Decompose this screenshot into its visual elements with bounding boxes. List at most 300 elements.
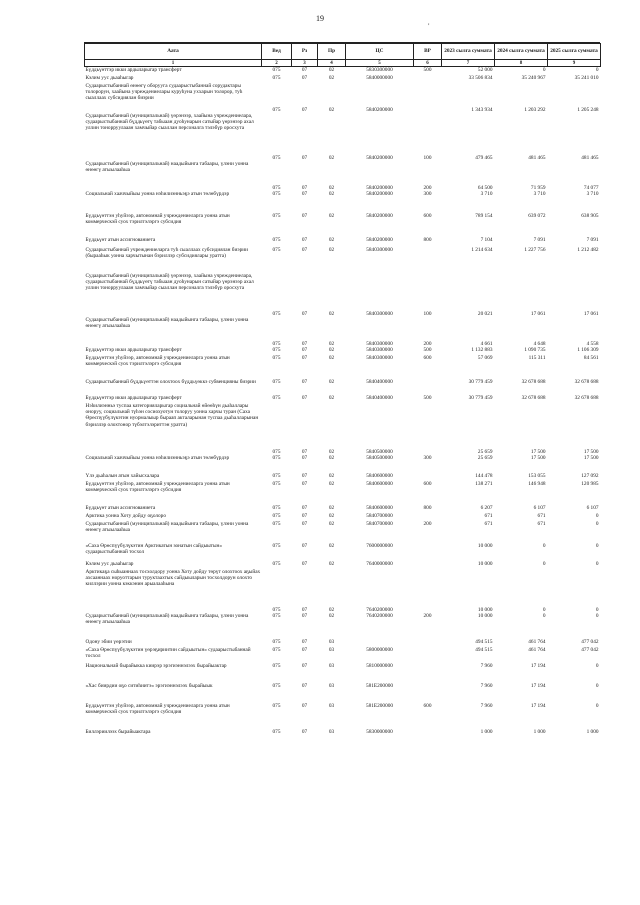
row-pr: 02 xyxy=(328,67,335,73)
row-amount-2024: 17 500 xyxy=(530,448,546,455)
row-cs: 5840400000 xyxy=(366,379,393,385)
table-row xyxy=(85,613,601,639)
row-ved: 075 xyxy=(272,513,281,519)
table-row xyxy=(85,703,601,729)
row-pr: 02 xyxy=(328,543,335,549)
row-amount-2025: 1 205 248 xyxy=(577,106,599,113)
row-ved: 075 xyxy=(272,473,281,479)
row-pr: 02 xyxy=(328,455,335,461)
row-pr: 02 xyxy=(328,184,335,191)
col-header-cs: ЦС xyxy=(346,44,414,60)
row-pr: 03 xyxy=(328,663,335,669)
table-row xyxy=(85,561,601,569)
row-amount-2024: 7 091 xyxy=(533,237,546,243)
row-pr: 02 xyxy=(328,561,335,567)
row-pr: 03 xyxy=(328,683,335,689)
table-row xyxy=(85,395,601,403)
row-ved: 075 xyxy=(272,481,281,487)
row-amount-2023: 479 465 xyxy=(475,154,493,161)
row-amount-2024: 146 948 xyxy=(528,481,546,487)
row-rz: 07 xyxy=(301,606,308,613)
row-cs: 5840300000 xyxy=(366,340,393,347)
row-pr: 02 xyxy=(328,448,335,455)
row-amount-2023: 7 960 xyxy=(480,663,493,669)
row-cs: 5840200000 xyxy=(366,213,393,219)
table-row xyxy=(85,569,601,613)
table-row xyxy=(85,83,601,113)
row-amount-2025: 17 500 xyxy=(583,455,599,461)
row-pr: 02 xyxy=(328,481,335,487)
row-vr: 100 xyxy=(423,310,432,317)
row-amount-2025: 3 710 xyxy=(586,191,599,197)
row-pr: 03 xyxy=(328,647,335,653)
row-rz: 07 xyxy=(301,184,308,191)
row-vr: 300 xyxy=(423,455,432,461)
row-pr: 02 xyxy=(328,347,335,353)
row-rz: 07 xyxy=(301,237,308,243)
header-row xyxy=(85,44,601,60)
page-number: 19 xyxy=(316,14,324,23)
row-name: Бүддьүөт атын ассигнованиета xyxy=(85,237,156,243)
row-amount-2024: 0 xyxy=(542,613,546,619)
row-ved: 075 xyxy=(272,67,281,73)
row-cs: 5840700000 xyxy=(366,521,393,527)
row-cs: 5840200000 xyxy=(366,237,393,243)
row-name: Судаарыстыбаннай (муниципальнай) үөрэнээр, хаайына учреждениелара, судаарыстыбаннай бүддьүөтү табыаан дуоһунарын сатыйар үөрэнээр ахал уллин тонорруулааан хамчыйар сыаллан персоналга тэлэбүр оросхута xyxy=(85,113,254,132)
row-cs: 5840600000 xyxy=(366,473,393,479)
table-row xyxy=(85,213,601,237)
table-row xyxy=(85,191,601,213)
row-ved: 075 xyxy=(272,448,281,455)
row-name: Судаарыстыбаннай өнөөгү оборууга судаарыстыбаннай соруда́ктары толорорун, хаайына учреждениелары куруһуна уххарын толорор, туһ сыаллаах субсидиялан биэрии xyxy=(85,83,243,102)
row-ved: 075 xyxy=(272,191,281,197)
row-name: «Саха Өрөспүүбүлүкэтин Арктикатын зонатын сайдыытын» судаарыстыбаннай тосхол xyxy=(85,543,223,556)
row-amount-2024: 17 500 xyxy=(530,455,546,461)
col-header-name: Аата xyxy=(85,44,262,60)
row-amount-2024: 4 648 xyxy=(533,340,546,347)
row-amount-2025: 32 678 688 xyxy=(574,395,599,401)
col-header-pr: Пр xyxy=(318,44,346,60)
row-amount-2023: 20 021 xyxy=(477,310,493,317)
row-cs: 5840200000 xyxy=(366,154,393,161)
table-row xyxy=(85,513,601,521)
row-amount-2024: 1 000 xyxy=(533,729,546,735)
row-amount-2023: 138 271 xyxy=(475,481,493,487)
row-cs: 581E200000 xyxy=(365,683,394,689)
header-number-row xyxy=(85,60,601,67)
row-pr: 02 xyxy=(328,247,335,253)
row-cs: 5840200000 xyxy=(366,184,393,191)
row-rz: 07 xyxy=(301,521,308,527)
row-vr: 600 xyxy=(423,481,432,487)
row-amount-2024: 0 xyxy=(542,561,546,567)
table-row xyxy=(85,521,601,543)
row-name: Арктика уонна Хоту дойду оҕолоро xyxy=(85,513,166,519)
row-amount-2024: 32 678 688 xyxy=(521,395,546,401)
table-row xyxy=(85,455,601,473)
row-amount-2024: 35 240 967 xyxy=(521,75,546,81)
row-name: Социальнай хааччыйыы уонна нэһилиэнньэҕэ атын төлөбүрдэр xyxy=(85,455,230,461)
row-rz: 07 xyxy=(301,729,308,735)
table-row xyxy=(85,683,601,703)
row-amount-2023: 52 000 xyxy=(477,67,493,73)
row-pr: 02 xyxy=(328,473,335,479)
row-name: Бүддьүөттэн уһуйээр, автономнай учреждениеларга уонна атын коммерческэй суох тэрилтэлэргэ субсидия xyxy=(85,481,230,494)
col-number: 4 xyxy=(318,60,346,67)
row-name: Бүддьүөт атын ассигнованиета xyxy=(85,505,156,511)
row-amount-2023: 30 779 459 xyxy=(468,395,493,401)
row-pr: 03 xyxy=(328,729,335,735)
row-vr: 200 xyxy=(423,340,432,347)
row-vr: 100 xyxy=(423,154,432,161)
row-pr: 02 xyxy=(328,310,335,317)
row-amount-2023: 6 207 xyxy=(480,505,493,511)
row-cs: 5840200000 xyxy=(366,191,393,197)
row-vr xyxy=(414,663,442,683)
row-name: Бүддьүөттэр икки ардыларыгар трансферт xyxy=(85,347,182,353)
row-amount-2023: 10 000 xyxy=(477,606,493,613)
row-rz: 07 xyxy=(301,75,308,81)
row-name: Кэлим уус дьааһыгар xyxy=(85,561,134,567)
row-pr: 02 xyxy=(328,237,335,243)
row-vr xyxy=(414,683,442,703)
row-amount-2025: 0 xyxy=(595,513,599,519)
row-cs: 5800000000 xyxy=(366,647,393,653)
row-cs: 7640000000 xyxy=(366,561,393,567)
row-ved: 075 xyxy=(272,75,281,81)
row-rz: 07 xyxy=(301,683,308,689)
row-amount-2025: 477 042 xyxy=(581,647,599,653)
col-number: 7 xyxy=(442,60,495,67)
row-amount-2025: 127 092 xyxy=(581,473,599,479)
row-cs: 7600000000 xyxy=(366,543,393,549)
row-pr: 02 xyxy=(328,106,335,113)
row-pr: 03 xyxy=(328,703,335,709)
row-ved: 075 xyxy=(272,106,281,113)
row-amount-2025: 120 985 xyxy=(581,481,599,487)
row-amount-2024: 32 678 688 xyxy=(521,379,546,385)
row-rz: 07 xyxy=(301,455,308,461)
row-ved: 075 xyxy=(272,521,281,527)
table-row xyxy=(85,347,601,355)
budget-table xyxy=(84,43,601,737)
row-cs: 5840000000 xyxy=(366,75,393,81)
row-rz: 07 xyxy=(301,647,308,653)
row-amount-2025: 0 xyxy=(595,703,599,709)
row-rz: 07 xyxy=(301,639,308,645)
row-pr: 02 xyxy=(328,213,335,219)
row-amount-2023: 25 659 xyxy=(477,448,493,455)
row-vr: 300 xyxy=(423,191,432,197)
row-name: Бүддьүөттэн уһуйээр, автономнай учреждениеларга уонна атын коммерческэй суох тэрилтэлэргэ субсидия xyxy=(85,355,230,368)
row-name: Национальнай бырайыкка киирэр эрэгиэннэлээх бырайыактар xyxy=(85,663,227,669)
row-name: Судаарыстыбаннай (муниципальнай) наадыйынга табаары, үлэни уонна өнөөгү атыылааһыа xyxy=(85,613,249,626)
row-amount-2024: 461 764 xyxy=(528,639,546,645)
row-vr xyxy=(414,569,442,613)
row-name: Кэлим уус дьааһыгар xyxy=(85,75,134,81)
row-amount-2023: 10 000 xyxy=(477,543,493,549)
row-cs: 5840500000 xyxy=(366,448,393,455)
table-row xyxy=(85,273,601,317)
row-cs: 5810000000 xyxy=(366,663,393,669)
row-pr: 03 xyxy=(328,639,335,645)
row-vr: 600 xyxy=(423,213,432,219)
row-amount-2025: 638 905 xyxy=(581,213,599,219)
row-pr: 02 xyxy=(328,75,335,81)
row-name: Нэһилиэнньэ туспаа категорияларыгар социальнай өйөөһүн дьаһаллары оноруу, социальнай түһэн сосиохуотун толоруу уонна харчы туран (Саха Өрөспүүбүлүкэтин нуормалыыр быраап акталарынан туспаа дьаһалларынан бэриллэр олохтонор түбэлтэлэриттэн уратта) xyxy=(85,403,259,428)
row-amount-2025: 7 091 xyxy=(586,237,599,243)
table-row xyxy=(85,379,601,395)
row-ved: 075 xyxy=(272,379,281,385)
row-vr: 200 xyxy=(423,613,432,619)
row-ved: 075 xyxy=(272,561,281,567)
col-header-rz: Рз xyxy=(292,44,318,60)
table-row xyxy=(85,481,601,505)
row-amount-2023: 10 000 xyxy=(477,613,493,619)
row-amount-2024: 461 764 xyxy=(528,647,546,653)
row-pr: 02 xyxy=(328,505,335,511)
row-amount-2024: 0 xyxy=(542,543,546,549)
row-ved: 075 xyxy=(272,683,281,689)
row-rz: 07 xyxy=(301,154,308,161)
row-amount-2025: 74 077 xyxy=(583,184,599,191)
row-amount-2025: 0 xyxy=(595,683,599,689)
row-cs: 5840300000 xyxy=(366,355,393,361)
table-row xyxy=(85,505,601,513)
row-rz: 07 xyxy=(301,473,308,479)
row-amount-2024: 1 090 735 xyxy=(524,347,546,353)
row-vr: 200 xyxy=(423,184,432,191)
row-ved: 075 xyxy=(272,613,281,619)
row-rz: 07 xyxy=(301,355,308,361)
row-ved: 075 xyxy=(272,247,281,253)
row-name: Судаарыстыбаннай (муниципальнай) наадыйынга табаары, үлэни уонна өнөөгү атыылааһыа xyxy=(85,161,249,174)
row-rz: 07 xyxy=(301,340,308,347)
row-pr: 02 xyxy=(328,154,335,161)
row-amount-2025: 0 xyxy=(595,543,599,549)
row-amount-2024: 17 061 xyxy=(530,310,546,317)
col-number: 3 xyxy=(292,60,318,67)
row-name: Бүддьүөттэр икки ардыларыгар трансферт xyxy=(85,395,182,401)
row-name: Судаарыстыбаннай (муниципальнай) наадыйынга табаары, үлэни уонна өнөөгү атыылааһыа xyxy=(85,317,249,330)
row-amount-2025: 17 500 xyxy=(583,448,599,455)
row-pr: 02 xyxy=(328,340,335,347)
row-vr: 800 xyxy=(423,237,432,243)
row-name: Судаарыстыбаннай учреждениеларга туһ сыаллаах субсидиялан биэрии (бырааһык уонна харчытынан бэриллэр субсидиялары уратта) xyxy=(85,247,248,260)
row-name: Арктикаҕа сыһыаннаах тосхолдору уонна Хоту дойду төрүт олохтоох аҕыйах ахсааннаах норуоттарын туруктаахтык сайдыыларын тосхолдорун олохто киллэрии уонна кэккэнин арыалааһына xyxy=(85,569,261,588)
row-ved: 075 xyxy=(272,310,281,317)
col-number: 8 xyxy=(495,60,548,67)
row-ved: 075 xyxy=(272,729,281,735)
row-amount-2023: 57 069 xyxy=(477,355,493,361)
row-rz: 07 xyxy=(301,347,308,353)
row-amount-2023: 494 515 xyxy=(475,639,493,645)
row-name: Бүддьүөттэн уһуйээр, автономнай учреждениеларга уонна атын коммерческэй суох тэрилтэлэргэ субсидия xyxy=(85,213,230,226)
col-number: 1 xyxy=(85,60,262,67)
row-rz: 07 xyxy=(301,213,308,219)
row-rz: 07 xyxy=(301,247,308,253)
row-ved: 075 xyxy=(272,455,281,461)
row-vr xyxy=(414,647,442,663)
row-amount-2024: 0 xyxy=(542,67,546,73)
table-row xyxy=(85,161,601,191)
row-vr xyxy=(414,379,442,395)
row-cs: 5840600000 xyxy=(366,505,393,511)
row-amount-2023: 144 478 xyxy=(475,473,493,479)
row-ved: 075 xyxy=(272,340,281,347)
row-amount-2024: 0 xyxy=(542,606,546,613)
row-name: Бүддьүөттэн уһуйээр, автономнай учреждениеларга уонна атын коммерческэй суох тэрилтэлэргэ субсидия xyxy=(85,703,230,716)
row-vr: 600 xyxy=(423,703,432,709)
row-amount-2025: 0 xyxy=(595,663,599,669)
row-amount-2023: 1 000 xyxy=(480,729,493,735)
row-ved: 075 xyxy=(272,606,281,613)
row-ved: 075 xyxy=(272,154,281,161)
col-number: 9 xyxy=(548,60,601,67)
row-rz: 07 xyxy=(301,663,308,669)
row-name: Одону эбии үөрэтии xyxy=(85,639,132,645)
row-ved: 075 xyxy=(272,505,281,511)
row-cs: 5840300000 xyxy=(366,347,393,353)
row-name: Судаарыстыбаннай (муниципальнай) үөрэнээр, хаайына учреждениелара, судаарыстыбаннай бүддьүөтү табыаан дуоһунарын сатыйар үөрэнээр ахал уллин тонорруулааан хамчыйар сыаллан персоналга тэлэбүр оросхута xyxy=(85,273,254,292)
row-pr: 02 xyxy=(328,379,335,385)
row-pr: 02 xyxy=(328,355,335,361)
table-row xyxy=(85,663,601,683)
row-amount-2024: 639 072 xyxy=(528,213,546,219)
row-amount-2025: 0 xyxy=(595,67,599,73)
row-ved: 075 xyxy=(272,647,281,653)
row-name: «Хас биирдии оҕо ситиһиитэ» эрэгиэннэлээх бырайыык xyxy=(85,683,213,689)
row-vr xyxy=(414,473,442,481)
row-amount-2023: 789 154 xyxy=(475,213,493,219)
row-cs: 5840400000 xyxy=(366,395,393,401)
row-rz: 07 xyxy=(301,191,308,197)
row-cs: 5840300000 xyxy=(366,310,393,317)
row-pr: 02 xyxy=(328,613,335,619)
row-amount-2023: 671 xyxy=(484,521,493,527)
row-ved: 075 xyxy=(272,347,281,353)
row-ved: 075 xyxy=(272,639,281,645)
row-vr xyxy=(414,729,442,737)
row-vr: 200 xyxy=(423,521,432,527)
row-amount-2025: 32 678 688 xyxy=(574,379,599,385)
row-amount-2025: 84 561 xyxy=(583,355,599,361)
row-name: Биллэриилээх бырайыактара xyxy=(85,729,151,735)
row-rz: 07 xyxy=(301,67,308,73)
row-ved: 075 xyxy=(272,355,281,361)
row-rz: 07 xyxy=(301,448,308,455)
row-cs: 5840200000 xyxy=(366,106,393,113)
table-row xyxy=(85,647,601,663)
row-amount-2023: 25 659 xyxy=(477,455,493,461)
page-mark: , xyxy=(428,20,430,26)
row-cs: 5830000000 xyxy=(366,729,393,735)
table-row xyxy=(85,67,601,76)
row-name: Үлэ дьаһалын атын хайысхалара xyxy=(85,473,160,479)
row-pr: 02 xyxy=(328,513,335,519)
row-vr xyxy=(414,561,442,569)
row-amount-2025: 481 465 xyxy=(581,154,599,161)
row-amount-2025: 1 000 xyxy=(586,729,599,735)
row-amount-2023: 1 132 883 xyxy=(471,347,493,353)
row-name: Судаарыстыбаннай (муниципальнай) наадыйынга табаары, үлэни уонна өнөөгү атыылааһыа xyxy=(85,521,249,534)
row-name: Социальнай хааччыйыы уонна нэһилиэнньэҕэ атын төлөбүрдэр xyxy=(85,191,230,197)
row-pr: 02 xyxy=(328,191,335,197)
row-amount-2023: 494 515 xyxy=(475,647,493,653)
row-amount-2024: 17 194 xyxy=(530,683,546,689)
col-header-vr: ВР xyxy=(414,44,442,60)
row-vr xyxy=(414,247,442,273)
col-number: 2 xyxy=(262,60,292,67)
row-cs: 581E200000 xyxy=(365,703,394,709)
row-name: «Саха Өрөспүүбүлүкэтин үөрэҕириитин сайдыытын» судаарыстыбаннай тосхол xyxy=(85,647,251,660)
row-vr xyxy=(414,403,442,455)
row-amount-2023: 64 500 xyxy=(477,184,493,191)
row-vr xyxy=(414,513,442,521)
row-cs: 7640200000 xyxy=(366,613,393,619)
row-amount-2023: 1 214 634 xyxy=(471,247,493,253)
row-amount-2025: 477 042 xyxy=(581,639,599,645)
row-rz: 07 xyxy=(301,481,308,487)
row-pr: 02 xyxy=(328,395,335,401)
row-ved: 075 xyxy=(272,395,281,401)
row-amount-2025: 1 212 482 xyxy=(577,247,599,253)
row-ved: 075 xyxy=(272,213,281,219)
row-cs: 7640200000 xyxy=(366,606,393,613)
table-row xyxy=(85,729,601,737)
col-number: 6 xyxy=(414,60,442,67)
row-rz: 07 xyxy=(301,543,308,549)
table-row xyxy=(85,355,601,379)
row-amount-2024: 6 107 xyxy=(533,505,546,511)
row-amount-2025: 4 558 xyxy=(586,340,599,347)
row-amount-2023: 671 xyxy=(484,513,493,519)
row-amount-2024: 115 311 xyxy=(528,355,546,361)
row-name: Бүддьүөттэр икки ардыларыгар трансферт xyxy=(85,67,182,73)
row-pr: 02 xyxy=(328,521,335,527)
row-amount-2023: 30 779 459 xyxy=(468,379,493,385)
table-row xyxy=(85,317,601,347)
row-cs xyxy=(346,639,414,647)
row-amount-2025: 0 xyxy=(595,606,599,613)
row-amount-2023: 7 104 xyxy=(480,237,493,243)
table-row xyxy=(85,639,601,647)
row-amount-2024: 71 959 xyxy=(530,184,546,191)
row-vr: 800 xyxy=(423,505,432,511)
row-vr: 500 xyxy=(423,67,432,73)
row-vr: 600 xyxy=(423,355,432,361)
row-ved: 075 xyxy=(272,703,281,709)
row-amount-2025: 6 107 xyxy=(586,505,599,511)
col-header-2023: 2023 сылга суммата xyxy=(442,44,495,60)
col-header-ved: Вед xyxy=(262,44,292,60)
table-row xyxy=(85,113,601,161)
row-amount-2024: 3 710 xyxy=(533,191,546,197)
row-vr xyxy=(414,543,442,561)
row-name: Судаарыстыбаннай бүддьүөттэн олохтоох бүддьүөккэ субвенцияны биэрии xyxy=(85,379,256,385)
row-amount-2025: 0 xyxy=(595,521,599,527)
row-cs: 5840600000 xyxy=(366,481,393,487)
row-amount-2024: 17 194 xyxy=(530,663,546,669)
row-amount-2025: 35 241 010 xyxy=(574,75,599,81)
table-row xyxy=(85,473,601,481)
col-number: 5 xyxy=(346,60,414,67)
row-amount-2023: 10 000 xyxy=(477,561,493,567)
row-cs: 5840300000 xyxy=(366,247,393,253)
row-vr xyxy=(414,83,442,113)
row-amount-2025: 1 106 309 xyxy=(577,347,599,353)
row-amount-2025: 0 xyxy=(595,561,599,567)
